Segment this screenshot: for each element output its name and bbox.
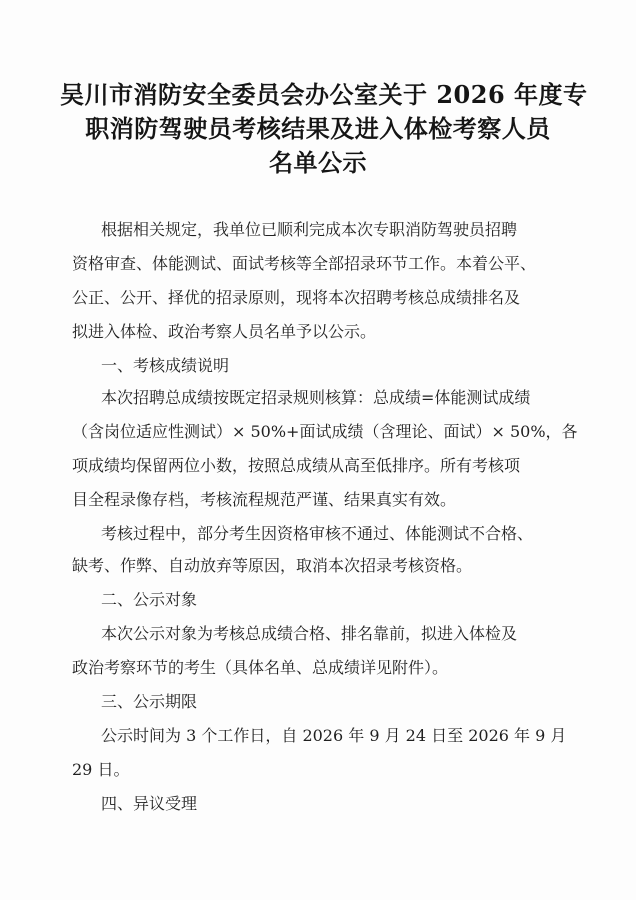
section-1-p2-line-2: 缺考、作弊、自动放弃等原因，取消本次招录考核资格。 [72,556,473,575]
title-line-1: 吴川市消防安全委员会办公室关于 2026 年度专 [60,80,588,109]
section-3-p1-line-2: 29 日。 [72,760,130,779]
section-heading-2: 二、公示对象 [101,590,198,609]
intro-line-3: 公正、公开、择优的招录原则，现将本次招聘考核总成绩排名及 [72,288,521,307]
title-line-2: 职消防驾驶员考核结果及进入体检考察人员 [85,114,551,143]
section-3-p1-line-1: 公示时间为 3 个工作日，自 2026 年 9 月 24 日至 2026 年 9 月 [101,726,567,745]
section-1-p1-line-3: 项成绩均保留两位小数，按照总成绩从高至低排序。所有考核项 [72,456,521,475]
section-1-p2-line-1: 考核过程中，部分考生因资格审核不通过、体能测试不合格、 [101,524,534,543]
intro-line-2: 资格审查、体能测试、面试考核等全部招录环节工作。本着公平、 [72,254,537,273]
section-heading-4: 四、异议受理 [101,794,198,813]
section-heading-3: 三、公示期限 [101,692,198,711]
section-1-p1-line-2: （含岗位适应性测试）× 50%+面试成绩（含理论、面试）× 50%，各 [72,422,578,441]
section-2-p1-line-2: 政治考察环节的考生（具体名单、总成绩详见附件）。 [72,658,449,677]
section-1-p1-line-4: 目全程录像存档，考核流程规范严谨、结果真实有效。 [72,490,457,509]
section-1-p1-line-1: 本次招聘总成绩按既定招录规则核算：总成绩=体能测试成绩 [101,388,531,407]
intro-line-1: 根据相关规定，我单位已顺利完成本次专职消防驾驶员招聘 [101,220,518,239]
document-title [60,78,588,180]
section-heading-1: 一、考核成绩说明 [101,356,230,375]
intro-line-4: 拟进入体检、政治考察人员名单予以公示。 [72,322,377,341]
title-line-3: 名单公示 [269,148,367,177]
section-2-p1-line-1: 本次公示对象为考核总成绩合格、排名靠前，拟进入体检及 [101,624,518,643]
